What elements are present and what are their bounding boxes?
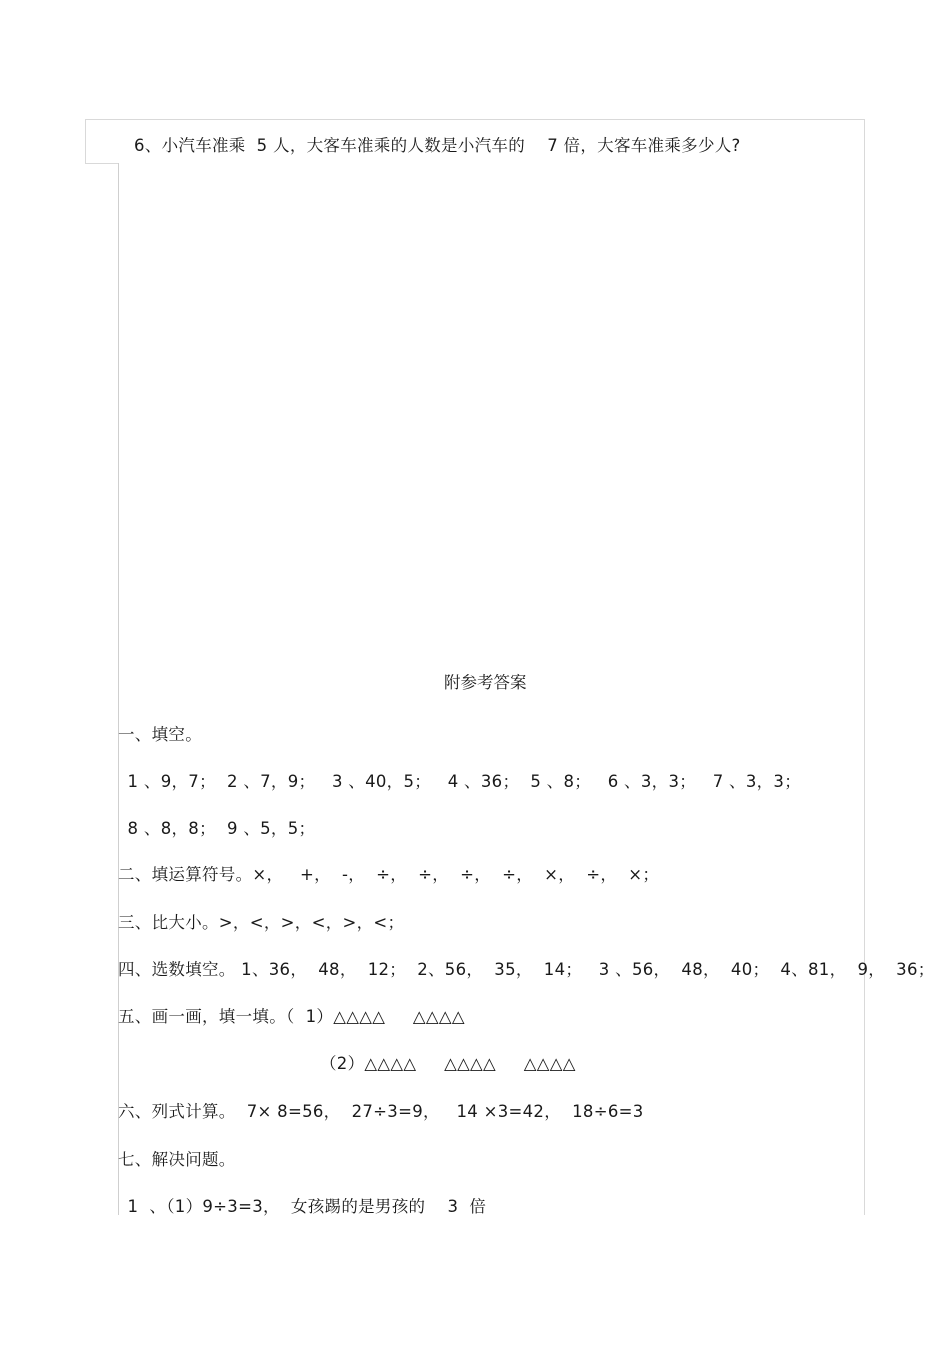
section-2-answers: 二、填运算符号。×， +， -， ÷， ÷， ÷， ÷， ×， ÷， ×；	[118, 865, 660, 884]
section-3-answers: 三、比大小。>，<，>，<，>，<；	[118, 913, 405, 932]
page-border-right	[864, 119, 865, 1215]
section-6-answers: 六、列式计算。 7× 8=56， 27÷3=9， 14 ×3=42， 18÷6=3	[118, 1102, 644, 1121]
section-5-answers-line2: （2）△△△△ △△△△ △△△△	[320, 1054, 576, 1073]
section-5-answers-line1: 五、画一画，填一填。（ 1）△△△△ △△△△	[118, 1007, 465, 1026]
section-7-answer-1: 1 、（1）9÷3=3， 女孩踢的是男孩的 3 倍	[122, 1197, 487, 1216]
section-1-heading: 一、填空。	[118, 725, 202, 744]
question-6: 6、小汽车准乘 5 人，大客车准乘的人数是小汽车的 7 倍，大客车准乘多少人?	[134, 136, 741, 155]
page-border-left-upper	[85, 119, 86, 163]
section-1-answers-line2: 8 、8，8； 9 、5，5；	[122, 819, 316, 838]
page-border-top	[85, 119, 865, 120]
section-4-answers: 四、选数填空。 1、36， 48， 12； 2、56， 35， 14； 3 、56， 48， 40； 4、81， 9， 36；	[118, 960, 935, 979]
answer-title: 附参考答案	[444, 673, 527, 692]
section-7-heading: 七、解决问题。	[118, 1150, 236, 1169]
page-border-step	[85, 163, 118, 164]
section-1-answers-line1: 1 、9，7； 2 、7，9； 3 、40，5； 4 、36； 5 、8； 6 、3，3； 7 、3，3；	[122, 772, 802, 791]
page-border-left	[118, 163, 119, 1215]
